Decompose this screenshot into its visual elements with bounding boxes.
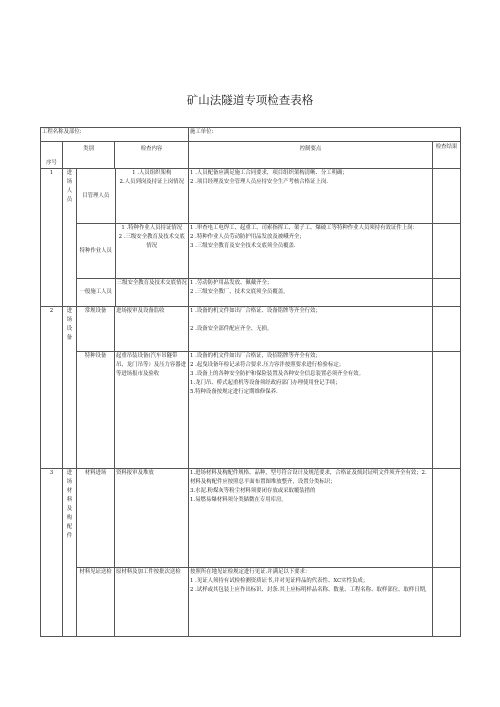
result-cell: [433, 224, 461, 279]
section-seq: 1: [41, 169, 63, 307]
category-label: 常规设备: [77, 307, 115, 352]
content-list: 进场报审及设备监收: [115, 307, 189, 352]
column-header-result: 检查结果: [433, 142, 461, 169]
category-label: 一般施工人员: [77, 279, 115, 306]
result-cell: [433, 469, 461, 568]
section-name: 进场设备: [63, 307, 77, 469]
content-list: 三级安全教育及技术交底情况: [116, 280, 187, 286]
category-label: 特种作业人员: [77, 224, 115, 278]
construction-unit-cell: [189, 128, 461, 142]
category-label: 目管理人员: [77, 169, 115, 223]
points-list: 1 .劳动防护用品发放、佩戴齐全； 2 .三级安全教厂、技术交底须全员覆盖。: [189, 279, 433, 307]
section-name: 进场人员: [63, 169, 77, 307]
page-title: 矿山法隧道专项检查表格: [186, 93, 314, 107]
column-header-seq: 序号: [41, 142, 63, 169]
points-list: 1 .设备的机文件如出厂合格证、设备铭牌等齐全行效； 2 .设备安全部件配应齐全、无损。: [189, 307, 433, 352]
table-row: [41, 224, 461, 279]
column-header-content: 检查内容: [115, 142, 189, 169]
points-list: 1.进场材料及构配件规格、品种，型号符合设计及规范要求，合格证及烦封证明文件须齐全有效；2.材料及构配件应按照总平面布置图堆放整齐，设置分类标识； 3.水泥.粉煤灰等粉尘材料须要闭存放或采取覆装措的 1.易燃易爆材料须分类储微在专用库房。: [189, 469, 433, 568]
content-list: 原材料及加工件按批次送检: [115, 568, 189, 637]
table-row: [41, 307, 461, 352]
content-list: 1 .特种作业人员持证情况 2 .三级安全教育及技术交底情况: [118, 225, 185, 249]
column-header-points: 控制要点: [189, 142, 433, 169]
table-row: [41, 469, 461, 568]
section-seq: 2: [41, 307, 63, 469]
points-list: 按照所在地见证检规定进行见证.并满足以下要求： 1 .见证人须持有试检检测资质证书,并对见证样品的代表性、XC实性负成； 2 .试样或其包装上应作出标识、封条.其上应标明样品名称、数量、工程名称、取样部位、取样日期,: [189, 568, 433, 637]
category-label: 特种设备: [77, 352, 115, 469]
project-name-cell: [41, 128, 189, 142]
category-label: 材料见证送检: [77, 568, 115, 637]
result-cell: [433, 279, 461, 307]
result-cell: [433, 568, 461, 637]
row-category-content: [77, 169, 189, 224]
table-row: [41, 352, 461, 469]
content-list: 1 .人员组织架构 2.人员到岗及持证上岗情况: [119, 170, 184, 185]
section-name: 进场材料及构配件: [63, 469, 77, 637]
result-cell: [433, 307, 461, 352]
content-list: 资料报审及堆放: [115, 469, 189, 568]
points-list: 1 .人员配备应满足施工合同要求，项目组织架构清晰、分工明确； 2 .项目经理及安全管理人员应持安全生产考核合格证上岗.: [189, 169, 433, 224]
table-row: [41, 279, 461, 307]
inspection-table: [40, 127, 461, 637]
section-seq: 3: [41, 469, 63, 637]
category-label: 材料进场: [77, 469, 115, 568]
points-list: 1 .设备的机文件如出厂合格证，设招铭牌等齐全有效； 2 .起曳设备年检记录符合要求.压力容泮按照要求进行检验标定； 3 .设备上的各种安全防护和保险装置及各种安全信息装置必须齐全有效。 1.龙门吊、桥式起重机等设备须经政府部门办理使用登记手续； 5.特种设备按规定进行定期维修保养.: [189, 352, 433, 469]
table-row: [41, 169, 461, 224]
row-category-content: [77, 279, 189, 307]
result-cell: [433, 352, 461, 469]
column-header-category: 类别: [63, 142, 115, 169]
table-row: [41, 568, 461, 637]
points-list: 1 .审查电工电焊工、起重工、司索指挥工、架子工、爆破工等特种作业人员须持有效证件上岗： 2 .特种作业人员劳动防护用品发放及被峨齐全； 3 .三级安全教育及安全技术交底须全员覆盖.: [189, 224, 433, 279]
construction-unit-label: 施工单位:: [190, 129, 214, 135]
project-name-label: 工程名称及部位:: [42, 129, 82, 135]
result-cell: [433, 169, 461, 224]
content-list: 起重吊装设备(汽车吊隧带吊、龙门吊等）及压力容器进等进场报市及验收: [115, 352, 189, 469]
row-category-content: [77, 224, 189, 279]
